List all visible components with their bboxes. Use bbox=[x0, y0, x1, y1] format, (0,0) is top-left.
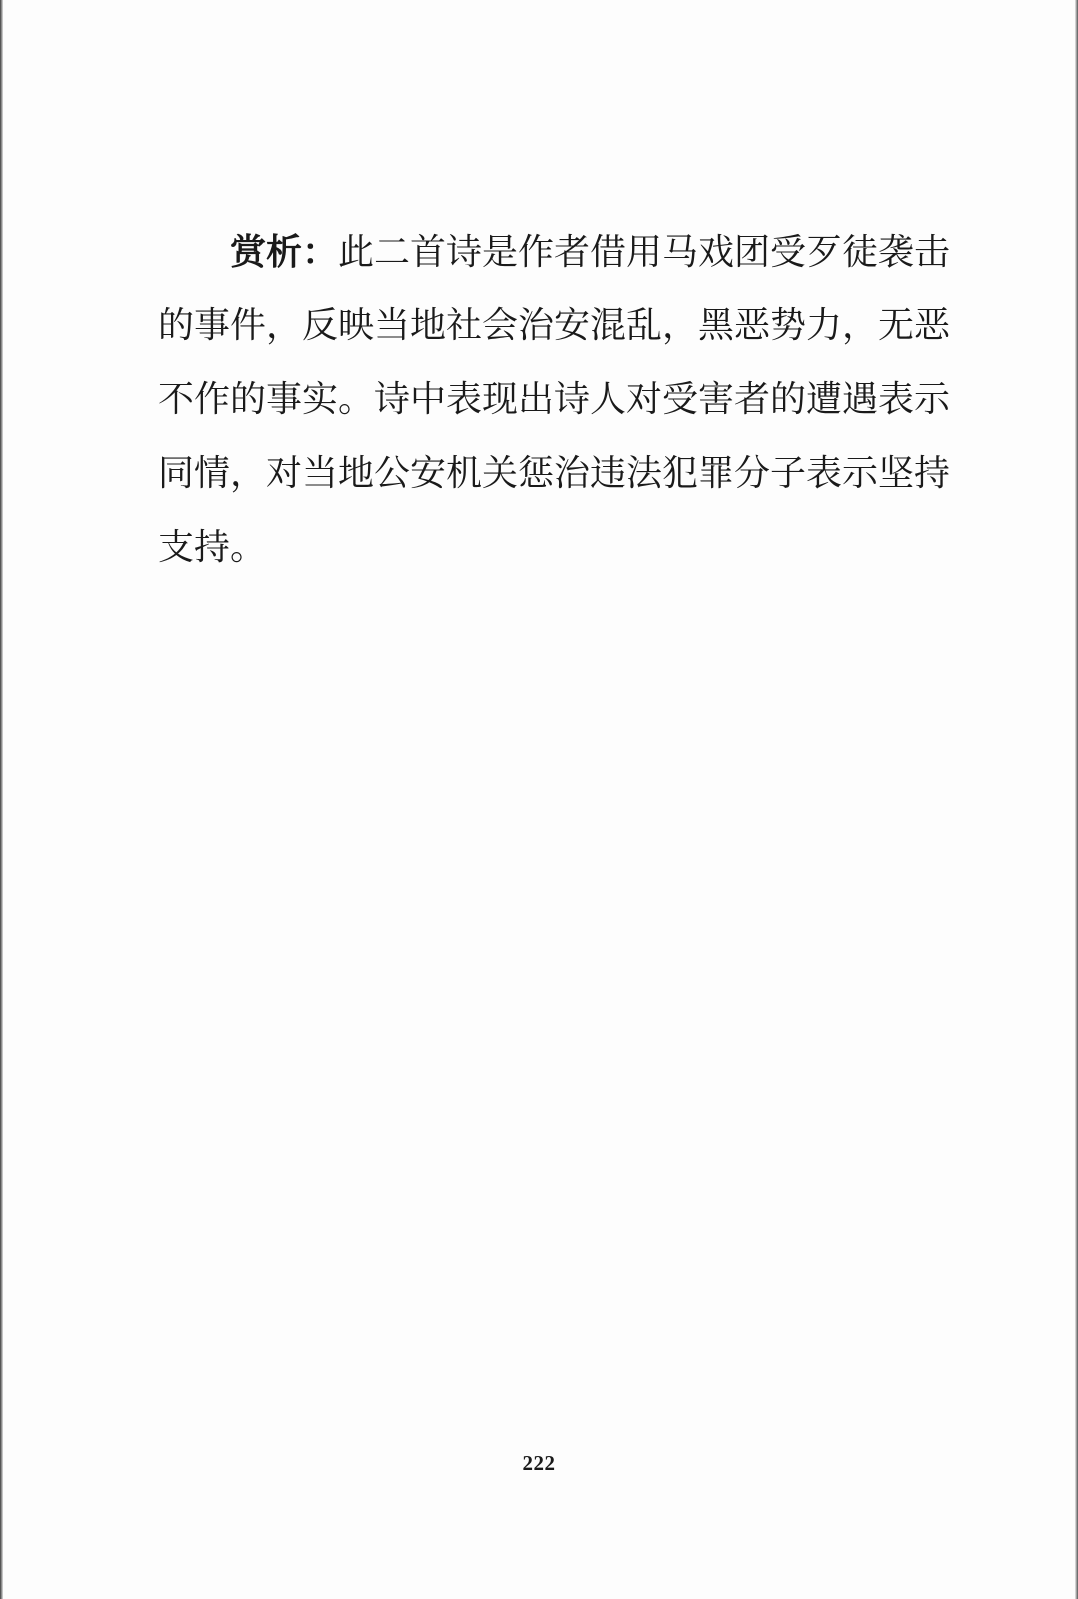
paragraph-line-text: 此二首诗是作者借用马戏团受歹徒袭击 bbox=[338, 232, 951, 273]
paragraph-line: 的事件，反映当地社会治安混乱，黑恶势力，无恶 bbox=[158, 305, 951, 346]
scan-edge-left bbox=[0, 0, 3, 1599]
paragraph-line: 支持。 bbox=[158, 527, 267, 568]
page-number: 222 bbox=[522, 1451, 556, 1475]
paragraph-line: 同情，对当地公安机关惩治违法犯罪分子表示坚持 bbox=[158, 453, 951, 494]
paragraph-line bbox=[158, 222, 951, 296]
appreciation-paragraph bbox=[158, 222, 951, 592]
paragraph-line: 不作的事实。诗中表现出诗人对受害者的遭遇表示 bbox=[158, 379, 951, 420]
appreciation-label: 赏析： bbox=[230, 231, 339, 273]
